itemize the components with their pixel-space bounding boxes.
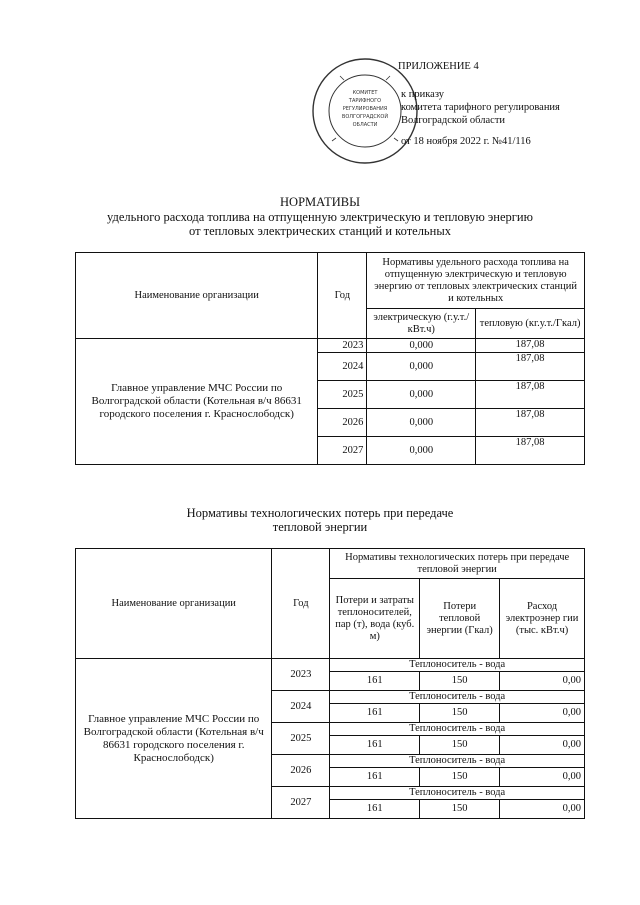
t1-year: 2026 [318, 409, 367, 437]
t2-losses: 161 [330, 800, 420, 819]
t2-power: 0,00 [500, 672, 585, 691]
t1-electric: 0,000 [367, 437, 476, 465]
t2-carrier: Теплоноситель - вода [330, 691, 585, 704]
t2-heat: 150 [420, 704, 500, 723]
section1-title: НОРМАТИВЫ [280, 195, 360, 209]
t1-electric: 0,000 [367, 409, 476, 437]
t2-power: 0,00 [500, 704, 585, 723]
t2-header-heat: Потери тепловой энергии (Гкал) [420, 579, 500, 659]
t1-year: 2023 [318, 339, 367, 353]
table-row [76, 339, 585, 353]
t1-year: 2027 [318, 437, 367, 465]
t2-year: 2027 [272, 787, 330, 819]
t1-electric: 0,000 [367, 339, 476, 353]
seal-line-4: ВОЛГОГРАДСКОЙ [341, 114, 389, 120]
t2-heat: 150 [420, 800, 500, 819]
committee-label: комитета тарифного регулирования [401, 102, 560, 113]
t2-heat: 150 [420, 736, 500, 755]
t1-header-thermal: тепловую (кг.у.т./Гкал) [476, 309, 585, 339]
seal-line-1: КОМИТЕТ [352, 90, 378, 96]
section1-subtitle-1: удельного расхода топлива на отпущенную электрическую и тепловую энергию [107, 210, 533, 224]
t2-header-power: Расход электроэнер гии (тыс. кВт.ч) [500, 579, 585, 659]
seal-line-3: РЕГУЛИРОВАНИЯ [342, 106, 388, 112]
t1-header-year: Год [318, 253, 367, 339]
section2-title-2: тепловой энергии [272, 520, 368, 534]
t2-losses: 161 [330, 768, 420, 787]
to-order-label: к приказу [401, 89, 444, 100]
t1-thermal: 187,08 [476, 339, 585, 353]
t1-header-org: Наименование организации [76, 253, 318, 339]
t2-carrier: Теплоноситель - вода [330, 755, 585, 768]
t2-losses: 161 [330, 672, 420, 691]
section1-subtitle-2: от тепловых электрических станций и котельных [189, 224, 451, 238]
t2-header-year: Год [272, 549, 330, 659]
seal-line-2: ТАРИФНОГО [348, 98, 382, 104]
t2-losses: 161 [330, 736, 420, 755]
t2-heat: 150 [420, 672, 500, 691]
t1-year: 2024 [318, 353, 367, 381]
t2-header-losses: Потери и затраты теплоносителей, пар (т), вода (куб. м) [330, 579, 420, 659]
table-row [76, 659, 585, 672]
region-label: Волгоградской области [401, 115, 506, 126]
t2-year: 2023 [272, 659, 330, 691]
t2-power: 0,00 [500, 736, 585, 755]
t1-year: 2025 [318, 381, 367, 409]
t2-carrier: Теплоноситель - вода [330, 723, 585, 736]
fuel-norms-table [75, 252, 585, 465]
t2-org-name: Главное управление МЧС России по Волгоградской области (Котельная в/ч 86631 городского поселения г. Краснослободск) [76, 659, 272, 819]
t2-year: 2026 [272, 755, 330, 787]
t1-thermal: 187,08 [476, 353, 585, 381]
t1-thermal: 187,08 [476, 381, 585, 409]
t2-power: 0,00 [500, 768, 585, 787]
t2-carrier: Теплоноситель - вода [330, 659, 585, 672]
t2-carrier: Теплоноситель - вода [330, 787, 585, 800]
t1-electric: 0,000 [367, 381, 476, 409]
t2-losses: 161 [330, 704, 420, 723]
t1-header-electric: электрическую (г.у.т./кВт.ч) [367, 309, 476, 339]
t2-header-group: Нормативы технологических потерь при передаче тепловой энергии [330, 549, 585, 579]
section2-title-1: Нормативы технологических потерь при передаче [186, 506, 454, 520]
t1-electric: 0,000 [367, 353, 476, 381]
t2-header-org: Наименование организации [76, 549, 272, 659]
order-date-label: от 18 ноября 2022 г. №41/116 [401, 136, 531, 147]
appendix-label: ПРИЛОЖЕНИЕ 4 [398, 61, 479, 72]
t2-heat: 150 [420, 768, 500, 787]
seal-line-5: ОБЛАСТИ [352, 122, 378, 128]
t1-thermal: 187,08 [476, 437, 585, 465]
t2-year: 2025 [272, 723, 330, 755]
heat-losses-table [75, 548, 585, 819]
t1-header-group: Нормативы удельного расхода топлива на отпущенную электрическую и тепловую энергию от тепловых электрических станций и котельных [367, 253, 585, 309]
t1-thermal: 187,08 [476, 409, 585, 437]
t2-year: 2024 [272, 691, 330, 723]
t1-org-name: Главное управление МЧС России по Волгоградской области (Котельная в/ч 86631 городского поселения г. Краснослободск) [76, 339, 318, 465]
t2-power: 0,00 [500, 800, 585, 819]
